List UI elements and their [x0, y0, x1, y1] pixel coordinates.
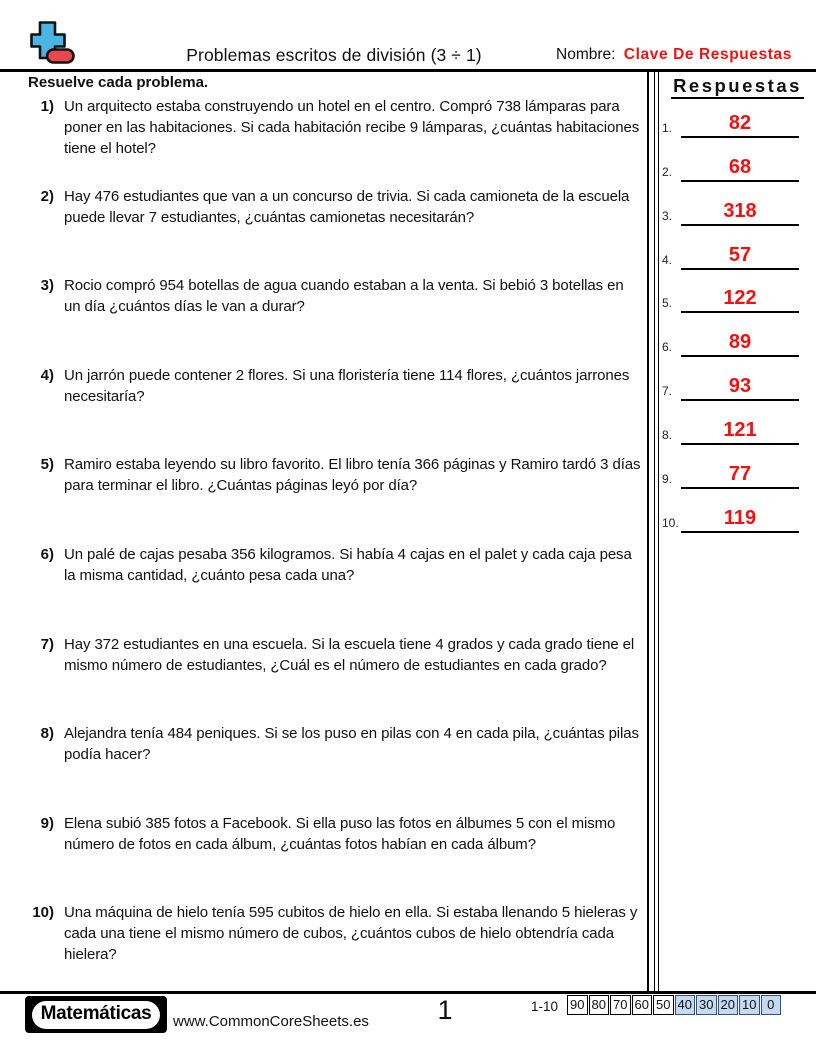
problem-number: 3) [40, 277, 54, 295]
answer-number-label: 5. [662, 296, 673, 311]
problem-number: 1) [40, 98, 54, 115]
answer-number-label: 9. [662, 472, 673, 487]
answer-row [659, 445, 816, 489]
name-row [556, 46, 792, 64]
problem-number: 6) [40, 545, 54, 563]
answer-number-label: 10. [662, 515, 679, 530]
answers-double-line-left [654, 70, 656, 992]
answer-value: 119 [681, 506, 799, 533]
answer-row [659, 94, 816, 138]
answer-value: 82 [681, 111, 799, 138]
score-cell: 0 [761, 995, 782, 1015]
page-number: 1 [437, 995, 453, 1025]
problem-text: Un arquitecto estaba construyendo un hotel en el centro. Compró 738 lámparas para poner en las habitaciones. Si cada habitación recibe 9 lámparas, ¿cuántas habitaciones tiene el hotel? [64, 98, 640, 157]
answers-panel [659, 70, 816, 992]
problem-item [28, 186, 646, 276]
problem-item [28, 634, 646, 724]
problem-number: 10) [32, 904, 54, 922]
answer-row [659, 489, 816, 533]
problem-item [28, 544, 646, 634]
answer-number-label: 7. [662, 384, 673, 399]
answer-number-label: 2. [662, 164, 673, 179]
problem-item [28, 365, 646, 455]
problems-list [28, 96, 646, 992]
page-title: Problemas escritos de división (3 ÷ 1) [186, 45, 482, 65]
instruction-text: Resuelve cada problema. [28, 74, 209, 91]
score-cell: 30 [696, 995, 717, 1015]
problem-item [28, 275, 646, 365]
footer-divider [0, 991, 816, 994]
answer-value: 68 [681, 155, 799, 182]
problem-item [28, 723, 646, 813]
answer-value: 93 [681, 374, 799, 401]
answer-row [659, 357, 816, 401]
brand-logo [25, 996, 167, 1033]
answer-value: 122 [681, 286, 799, 313]
score-cell: 90 [567, 995, 588, 1015]
problem-number: 7) [40, 635, 54, 653]
problem-text: Alejandra tenía 484 peniques. Si se los puso en pilas con 4 en cada pila, ¿cuántas pilas podía hacer? [64, 725, 639, 764]
answer-value: 77 [681, 462, 799, 489]
score-cell: 40 [675, 995, 696, 1015]
answer-number-label: 6. [662, 340, 673, 355]
score-range-label: 1-10 [531, 999, 559, 1014]
answer-row [659, 313, 816, 357]
score-cell: 10 [739, 995, 760, 1015]
answer-number-label: 8. [662, 428, 673, 443]
problem-text: Ramiro estaba leyendo su libro favorito. El libro tenía 366 páginas y Ramiro tardó 3 días para terminar el libro. ¿Cuántas páginas leyó por día? [64, 456, 641, 495]
answers-title: Respuestas [671, 75, 804, 99]
problem-item [28, 813, 646, 903]
score-cell: 80 [589, 995, 610, 1015]
problem-text: Un jarrón puede contener 2 flores. Si una floristería tiene 114 flores, ¿cuántos jarrones necesitaría? [64, 366, 630, 405]
problem-text: Una máquina de hielo tenía 595 cubitos de hielo en ella. Si estaba llenando 5 hieleras y cada una tiene el mismo número de cubos, ¿cuántos cubos de hielo obtendría cada hielera? [64, 904, 638, 964]
answer-row [659, 182, 816, 226]
answer-row [659, 138, 816, 182]
answers-list [659, 94, 816, 533]
name-label: Nombre: [556, 46, 616, 63]
problem-number: 5) [40, 456, 54, 474]
answers-separator-line [647, 70, 649, 992]
problem-text: Rocio compró 954 botellas de agua cuando estaban a la venta. Si bebió 3 botellas en un día ¿cuántos días le van a durar? [64, 277, 624, 316]
problem-number: 9) [40, 814, 54, 832]
score-cell: 70 [610, 995, 631, 1015]
problem-text: Elena subió 385 fotos a Facebook. Si ella puso las fotos en álbumes 5 con el mismo número de fotos en cada álbum, ¿cuántas fotos habían en cada álbum? [64, 814, 616, 853]
score-cell: 20 [718, 995, 739, 1015]
answer-value: 89 [681, 330, 799, 357]
name-value: Clave De Respuestas [623, 46, 792, 63]
answer-value: 57 [681, 243, 799, 270]
score-table [567, 995, 781, 1015]
answer-row [659, 226, 816, 270]
problem-text: Hay 372 estudiantes en una escuela. Si la escuela tiene 4 grados y cada grado tiene el mismo número de estudiantes, ¿Cuál es el número de estudiantes en cada grado? [64, 635, 635, 674]
problem-item [28, 96, 646, 186]
answer-row [659, 401, 816, 445]
problem-item [28, 902, 646, 992]
answer-value: 121 [681, 418, 799, 445]
problem-number: 4) [40, 366, 54, 384]
score-cell: 60 [632, 995, 653, 1015]
problem-item [28, 454, 646, 544]
problem-number: 2) [40, 187, 54, 205]
problem-text: Hay 476 estudiantes que van a un concurso de trivia. Si cada camioneta de la escuela puede llevar 7 estudiantes, ¿cuántas camionetas necesitarán? [64, 187, 630, 226]
score-cell: 50 [653, 995, 674, 1015]
answer-number-label: 4. [662, 252, 673, 267]
answer-row [659, 270, 816, 314]
website-url: www.CommonCoreSheets.es [173, 1013, 369, 1030]
problem-text: Un palé de cajas pesaba 356 kilogramos. Si había 4 cajas en el palet y cada caja pesa la misma cantidad, ¿cuánto pesa cada una? [64, 545, 632, 584]
answer-number-label: 3. [662, 208, 673, 223]
answer-number-label: 1. [662, 120, 673, 135]
problem-number: 8) [40, 725, 54, 743]
brand-label: Matemáticas [32, 1001, 161, 1029]
answer-value: 318 [681, 199, 799, 226]
